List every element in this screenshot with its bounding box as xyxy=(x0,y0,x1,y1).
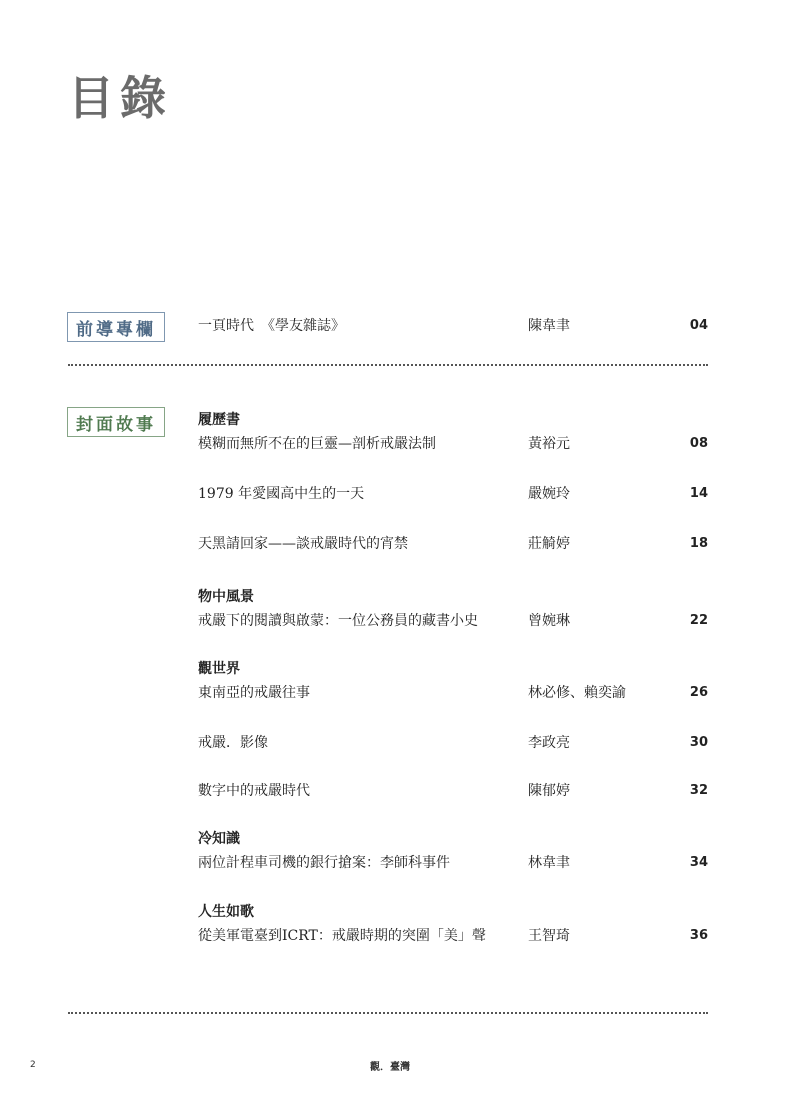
category-heading: 履歷書 xyxy=(198,412,240,428)
section-label-cover: 封面故事 xyxy=(67,407,165,437)
entry-author: 陳韋聿 xyxy=(528,318,570,334)
category-heading: 人生如歌 xyxy=(198,904,254,920)
entry-title: 從美軍電臺到ICRT：戒嚴時期的突圍「美」聲 xyxy=(198,928,486,944)
category-heading: 觀世界 xyxy=(198,661,240,677)
entry-page: 18 xyxy=(689,536,708,551)
entry-page: 04 xyxy=(689,318,708,333)
entry-page: 26 xyxy=(689,685,708,700)
entry-title: 兩位計程車司機的銀行搶案：李師科事件 xyxy=(198,855,450,871)
entry-title: 天黑請回家——談戒嚴時代的宵禁 xyxy=(198,536,408,552)
entry-title: 戒嚴．影像 xyxy=(198,735,268,751)
entry-author: 莊觭婷 xyxy=(528,536,570,552)
entry-page: 30 xyxy=(689,735,708,750)
page-title: 目錄 xyxy=(68,71,172,125)
entry-page: 36 xyxy=(689,928,708,943)
entry-title: 1979 年愛國高中生的一天 xyxy=(198,486,365,502)
section-divider xyxy=(68,1012,708,1014)
category-heading: 物中風景 xyxy=(198,589,254,605)
entry-author: 曾婉琳 xyxy=(528,613,570,629)
entry-title: 模糊而無所不在的巨靈—剖析戒嚴法制 xyxy=(198,436,436,452)
entry-author: 嚴婉玲 xyxy=(528,486,570,502)
footer-magazine-name: 觀．臺灣 xyxy=(370,1062,410,1073)
entry-page: 14 xyxy=(689,486,708,501)
entry-title: 戒嚴下的閱讀與啟蒙：一位公務員的藏書小史 xyxy=(198,613,478,629)
entry-author: 黃裕元 xyxy=(528,436,570,452)
footer-page-number: 2 xyxy=(30,1060,36,1070)
section-label-lead: 前導專欄 xyxy=(67,312,165,342)
entry-page: 08 xyxy=(689,436,708,451)
entry-author: 李政亮 xyxy=(528,735,570,751)
entry-author: 陳郁婷 xyxy=(528,783,570,799)
category-heading: 冷知識 xyxy=(198,831,240,847)
entry-page: 32 xyxy=(689,783,708,798)
entry-page: 34 xyxy=(689,855,708,870)
entry-title: 一頁時代 《學友雜誌》 xyxy=(198,318,345,334)
entry-author: 林韋聿 xyxy=(528,855,570,871)
entry-author: 王智琦 xyxy=(528,928,570,944)
entry-author: 林必修、賴奕諭 xyxy=(528,685,626,701)
section-divider xyxy=(68,364,708,366)
entry-title: 東南亞的戒嚴往事 xyxy=(198,685,310,701)
entry-title: 數字中的戒嚴時代 xyxy=(198,783,310,799)
entry-page: 22 xyxy=(689,613,708,628)
